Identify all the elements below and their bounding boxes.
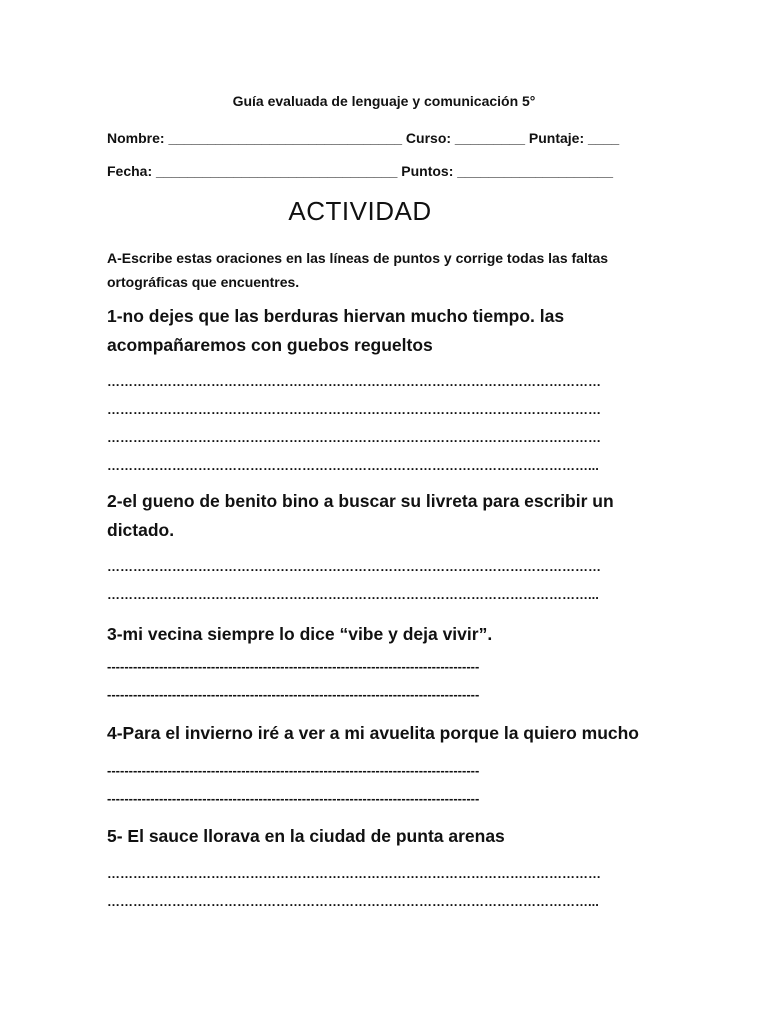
answer-line: …………………………………………………………………………………………………... — [107, 458, 599, 473]
answer-line: …………………………………………………………………………………………………... — [107, 587, 599, 602]
answer-line: …………………………………………………………………………………………………… — [107, 559, 601, 574]
answer-line: -------------------------------------------------------------------------------------- — [107, 763, 480, 778]
answer-line: …………………………………………………………………………………………………... — [107, 894, 599, 909]
question-2: 2-el gueno de benito bino a buscar su livreta para escribir un dictado. — [107, 491, 614, 540]
question-5: 5- El sauce llorava en la ciudad de punta arenas — [107, 826, 505, 846]
answer-line: -------------------------------------------------------------------------------------- — [107, 659, 480, 674]
answer-line: -------------------------------------------------------------------------------------- — [107, 791, 480, 806]
instruction-text: A-Escribe estas oraciones en las líneas de puntos y corrige todas las faltas ortográficas que encuentres. — [107, 250, 609, 290]
name-course-score-row: Nombre: ______________________________ Curso: _________ Puntaje: ____ — [107, 130, 620, 146]
question-4: 4-Para el invierno iré a ver a mi avuelita porque la quiero mucho — [107, 723, 639, 743]
answer-line: …………………………………………………………………………………………………… — [107, 866, 601, 881]
answer-line: …………………………………………………………………………………………………… — [107, 402, 601, 417]
answer-line: -------------------------------------------------------------------------------------- — [107, 687, 480, 702]
answer-line: …………………………………………………………………………………………………… — [107, 430, 601, 445]
answer-line: …………………………………………………………………………………………………… — [107, 374, 601, 389]
question-3: 3-mi vecina siempre lo dice “vibe y deja vivir”. — [107, 624, 493, 644]
question-1: 1-no dejes que las berduras hiervan mucho tiempo. las acompañaremos con guebos regueltos — [107, 306, 565, 355]
activity-heading: ACTIVIDAD — [288, 196, 432, 226]
date-points-row: Fecha: _______________________________ Puntos: ____________________ — [107, 163, 613, 179]
worksheet-title: Guía evaluada de lenguaje y comunicación 5° — [232, 93, 536, 109]
